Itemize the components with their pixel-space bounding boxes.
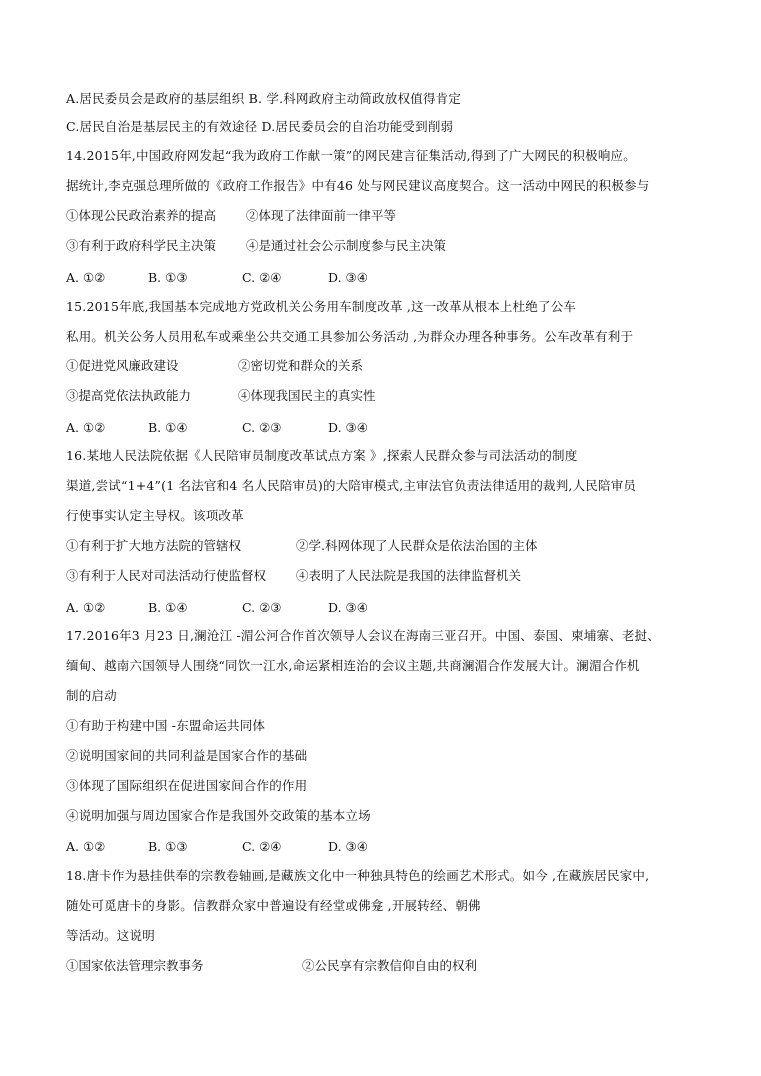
statement: ④体现我国民主的真实性 [238, 388, 376, 403]
text-line: 私用。机关公务人员用私车或乘坐公共交通工具参加公务活动 ,为群众办理各种事务。公车改革有利于 [66, 329, 634, 344]
statement: ②密切党和群众的关系 [238, 358, 364, 373]
option-b: B. ①③ [148, 270, 188, 285]
option-a: A. ①② [66, 270, 106, 285]
option-c: C. ②③ [242, 600, 282, 615]
option-c: C. ②④ [242, 270, 282, 285]
text-line: 制的启动 [66, 688, 117, 703]
option-d: D. ③④ [328, 420, 368, 435]
option-d: D. ③④ [328, 270, 368, 285]
text-line: 行使事实认定主导权。该项改革 [66, 508, 244, 523]
text-line: 渠道,尝试“1+4”(1 名法官和4 名人民陪审员)的大陪审模式,主审法官负责法律适用的裁判,人民陪审员 [66, 478, 637, 493]
text-line: A.居民委员会是政府的基层组织 B. 学.科网政府主动简政放权值得肯定 [66, 91, 462, 106]
option-a: A. ①② [66, 839, 106, 854]
option-c: C. ②③ [242, 420, 282, 435]
option-b: B. ①④ [148, 420, 188, 435]
statement: ③有利于政府科学民主决策 [66, 238, 217, 253]
statement: ③有利于人民对司法活动行使监督权 [66, 568, 267, 583]
question-15-stem: 15.2015年底,我国基本完成地方党政机关公务用车制度改革 ,这一改革从根本上杜绝了公车 [66, 299, 577, 314]
statement: ①体现公民政治素养的提高 [66, 208, 217, 223]
statement: ①国家依法管理宗教事务 [66, 958, 204, 973]
text-line: 缅甸、越南六国领导人围绕“同饮一江水,命运紧相连治的会议主题,共商澜湄合作发展大计。澜湄合作机 [66, 658, 640, 673]
option-b: B. ①④ [148, 600, 188, 615]
option-d: D. ③④ [328, 839, 368, 854]
option-c: C. ②④ [242, 839, 282, 854]
question-14-stem: 14.2015年,中国政府网发起“我为政府工作献一策”的网民建言征集活动,得到了广大网民的积极响应。 [66, 148, 636, 163]
statement: ②体现了法律面前一律平等 [246, 208, 397, 223]
statement: ④说明加强与周边国家合作是我国外交政策的基本立场 [66, 808, 371, 823]
statement: ①有助于构建中国 -东盟命运共同体 [66, 718, 266, 733]
statement: ④表明了人民法院是我国的法律监督机关 [296, 568, 522, 583]
statement: ①有利于扩大地方法院的管辖权 [66, 538, 242, 553]
option-a: A. ①② [66, 420, 106, 435]
statement: ①促进党风廉政建设 [66, 358, 179, 373]
question-17-stem: 17.2016年3 月23 日,澜沧江 -湄公河合作首次领导人会议在海南三亚召开。中国、泰国、柬埔寨、老挝、 [66, 628, 660, 643]
statement: ②学.科网体现了人民群众是依法治国的主体 [296, 538, 538, 553]
option-a: A. ①② [66, 600, 106, 615]
text-line: 随处可觅唐卡的身影。信教群众家中普遍设有经堂或佛龛 ,开展转经、朝佛 [66, 898, 481, 913]
text-line: C.居民自治是基层民主的有效途径 D.居民委员会的自治功能受到削弱 [66, 119, 454, 134]
option-b: B. ①③ [148, 839, 188, 854]
option-d: D. ③④ [328, 600, 368, 615]
statement: ②说明国家间的共同利益是国家合作的基础 [66, 748, 308, 763]
text-line: 据统计,李克强总理所做的《政府工作报告》中有46 处与网民建议高度契合。这一活动中网民的积极参与 [66, 178, 650, 193]
question-16-stem: 16.某地人民法院依据《人民陪审员制度改革试点方案 》,探索人民群众参与司法活动的制度 [66, 448, 578, 463]
statement: ④是通过社会公示制度参与民主决策 [246, 238, 447, 253]
statement: ②公民享有宗教信仰自由的权利 [302, 958, 478, 973]
statement: ③体现了国际组织在促进国家间合作的作用 [66, 778, 308, 793]
text-line: 等活动。这说明 [66, 928, 155, 943]
question-18-stem: 18.唐卡作为悬挂供奉的宗教卷轴画,是藏族文化中一种独具特色的绘画艺术形式。如今 ,在藏族居民家中, [66, 868, 650, 883]
statement: ③提高党依法执政能力 [66, 388, 192, 403]
